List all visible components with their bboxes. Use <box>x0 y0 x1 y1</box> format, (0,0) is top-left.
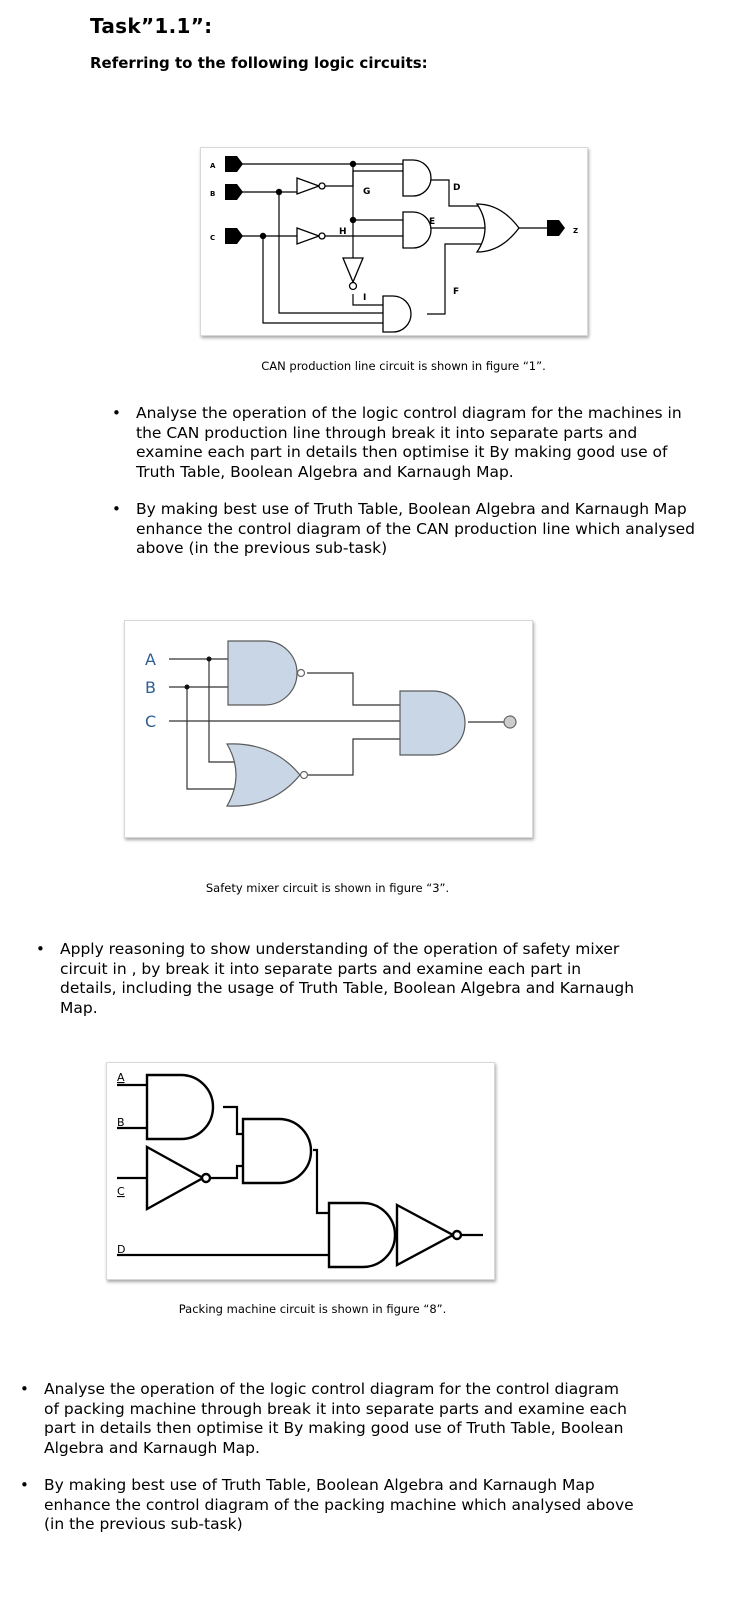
label-input-b: B <box>145 678 156 697</box>
figure-can-circuit <box>200 147 588 336</box>
label-h: H <box>339 227 347 237</box>
list-item: • Analyse the operation of the logic control diagram for the machines in the CAN production line through break it into separate parts and examine each part in details then optimise it By making good use of Truth Table, Boolean Algebra and Karnaugh Map. <box>136 404 696 482</box>
label-input-c: C <box>117 1185 125 1198</box>
and-gate-3 <box>329 1203 395 1267</box>
figure-safety-mixer <box>124 620 533 838</box>
label-d: D <box>453 183 461 193</box>
output-terminal-z <box>547 220 565 236</box>
label-input-a: A <box>117 1071 125 1084</box>
label-input-a: A <box>210 162 216 170</box>
junction-dot <box>350 217 356 223</box>
section2-bullets <box>60 940 636 1036</box>
not-gate-h <box>297 228 319 244</box>
input-terminal-b <box>225 184 243 200</box>
not-bubble-h <box>319 233 325 239</box>
output-not-bubble <box>453 1231 461 1239</box>
and-gate-1 <box>147 1075 213 1139</box>
junction-dot <box>185 685 190 690</box>
figure3-caption: Packing machine circuit is shown in figure “8”. <box>178 1302 447 1316</box>
not-gate-g <box>297 178 319 194</box>
and-gate-e <box>403 212 431 248</box>
not-gate-i <box>343 258 363 282</box>
figure-packing-machine <box>106 1062 495 1280</box>
page-subtitle: Referring to the following logic circuits: <box>90 54 428 72</box>
label-output-z: Z <box>573 227 579 235</box>
label-f: F <box>453 287 460 297</box>
label-g: G <box>363 187 371 197</box>
figure1-caption: CAN production line circuit is shown in figure “1”. <box>261 359 546 373</box>
junction-dot <box>260 233 266 239</box>
label-input-d: D <box>117 1243 126 1256</box>
and-gate-f <box>383 296 411 332</box>
input-terminal-c <box>225 228 243 244</box>
nor-gate <box>227 744 300 806</box>
figure2-caption: Safety mixer circuit is shown in figure “3”. <box>205 881 450 895</box>
section1-bullets <box>136 404 696 577</box>
inversion-bubble <box>298 670 305 677</box>
label-input-c: C <box>210 234 216 242</box>
output-not-gate <box>397 1205 453 1265</box>
label-e: E <box>429 217 436 227</box>
input-terminal-a <box>225 156 243 172</box>
junction-dot <box>207 657 212 662</box>
packing-gates <box>147 1075 461 1267</box>
output-terminal <box>504 716 516 728</box>
label-i: I <box>363 293 367 303</box>
label-input-a: A <box>145 650 156 669</box>
label-input-b: B <box>210 190 216 198</box>
packing-machine-diagram <box>107 1063 494 1279</box>
label-input-b: B <box>117 1116 125 1129</box>
not-gate <box>147 1147 203 1209</box>
list-item: • By making best use of Truth Table, Boolean Algebra and Karnaugh Map enhance the control diagram of the CAN production line which analysed above (in the previous sub-task) <box>136 500 696 559</box>
nand-gate-1 <box>228 641 297 705</box>
list-item: • By making best use of Truth Table, Boolean Algebra and Karnaugh Map enhance the control diagram of the packing machine which analysed above (in the previous sub-task) <box>44 1476 636 1535</box>
inversion-bubble <box>301 772 308 779</box>
and-gate-d <box>403 160 431 196</box>
section3-bullets <box>44 1380 636 1553</box>
can-circuit-diagram <box>201 148 587 335</box>
nand-gate-2 <box>400 691 465 755</box>
not-bubble-i <box>350 283 357 290</box>
list-item: • Analyse the operation of the logic control diagram for the control diagram of packing machine through break it into separate parts and examine each part in details then optimise it By making good use of Truth Table, Boolean Algebra and Karnaugh Map. <box>44 1380 636 1458</box>
safety-mixer-diagram <box>125 621 532 837</box>
not-bubble-g <box>319 183 325 189</box>
not-bubble <box>202 1174 210 1182</box>
junction-dot <box>276 189 282 195</box>
junction-dot <box>350 161 356 167</box>
page-title: Task”1.1”: <box>90 14 213 38</box>
and-gate-2 <box>243 1119 311 1183</box>
list-item: • Apply reasoning to show understanding of the operation of safety mixer circuit in , by break it into separate parts and examine each part in details, including the usage of Truth Table, Boolean Algebra and Karnaugh Map. <box>60 940 636 1018</box>
label-input-c: C <box>145 712 157 731</box>
mixer-gates <box>227 641 465 806</box>
